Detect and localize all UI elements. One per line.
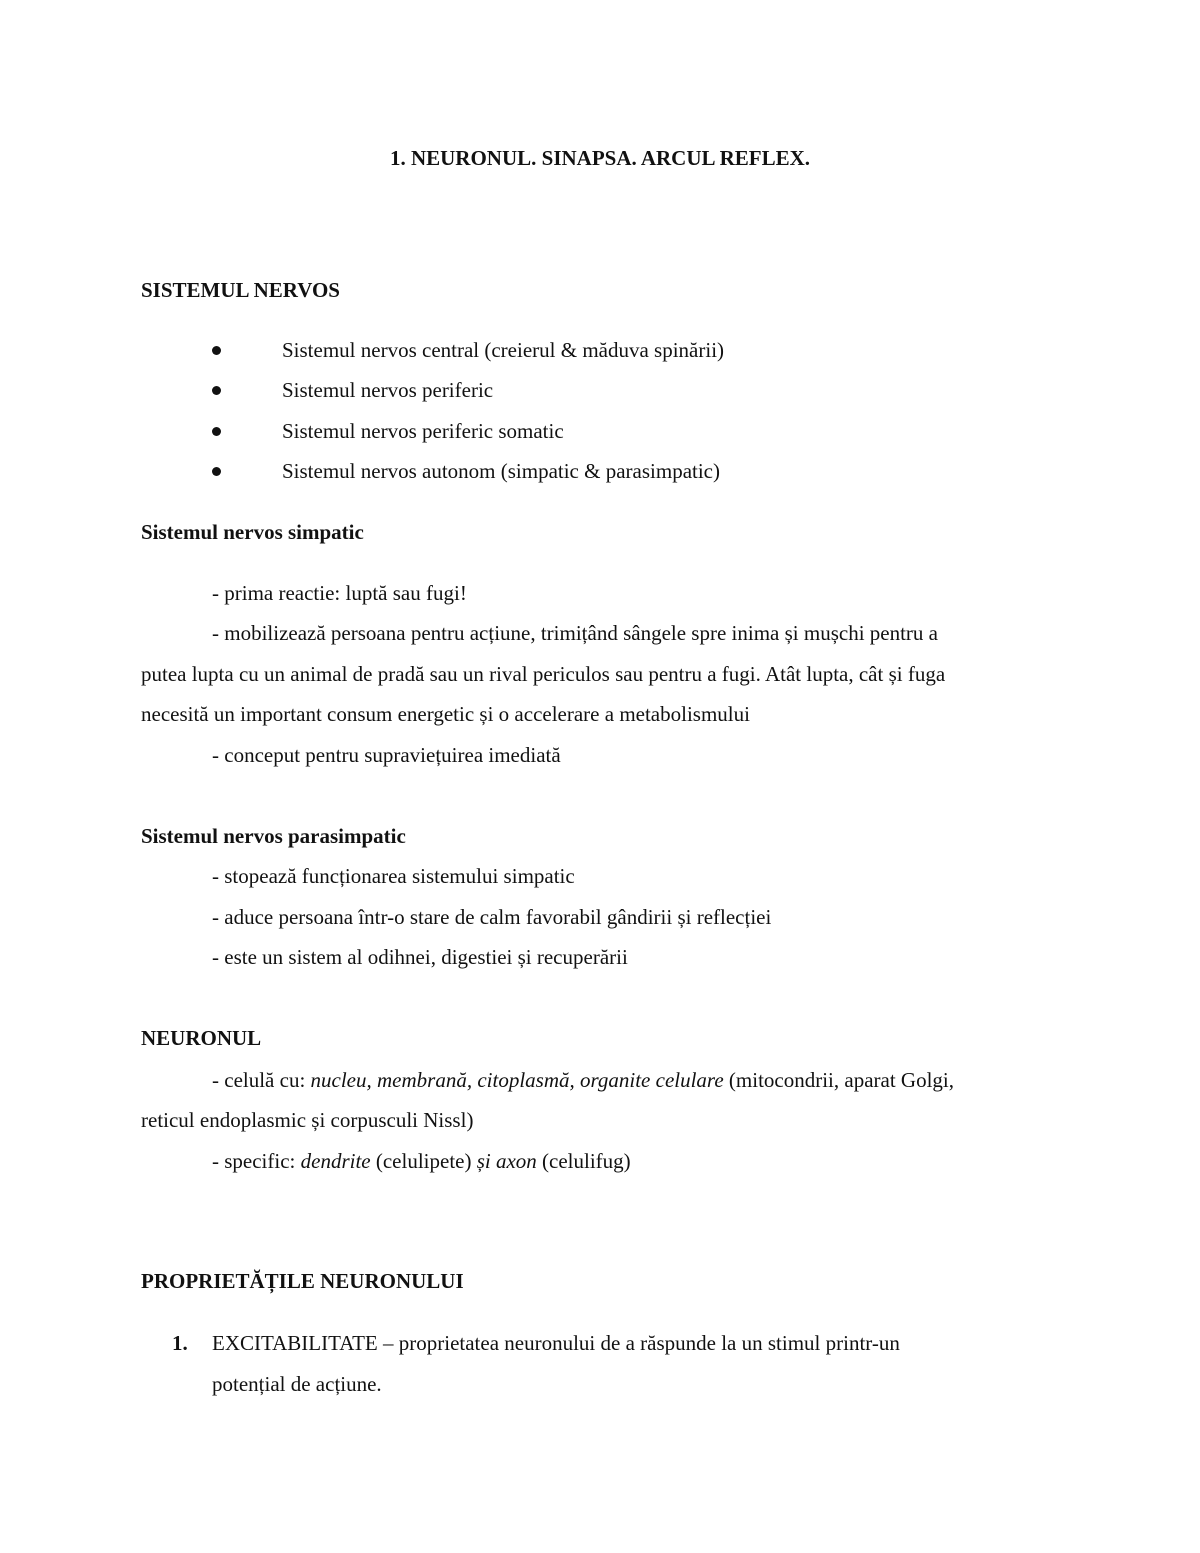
paragraph-line xyxy=(212,1070,954,1091)
paragraph-line: - mobilizează persoana pentru acțiune, trimițând sângele spre inima și mușchi pentru a xyxy=(212,621,938,645)
paragraph-line: - stopează funcționarea sistemului simpatic xyxy=(212,864,575,888)
page-title: 1. NEURONUL. SINAPSA. ARCUL REFLEX. xyxy=(389,146,811,170)
paragraph-line xyxy=(212,1151,631,1172)
list-item: EXCITABILITATE – proprietatea neuronului de a răspunde la un stimul printr-un xyxy=(212,1331,900,1355)
text-span: (mitocondrii, aparat Golgi, xyxy=(723,1068,955,1092)
paragraph-line: reticul endoplasmic și corpusculi Nissl) xyxy=(141,1108,474,1132)
bullet-icon xyxy=(212,427,221,436)
bullet-icon xyxy=(212,346,221,355)
bullet-icon xyxy=(212,467,221,476)
bullet-icon xyxy=(212,386,221,395)
italic-term: dendrite xyxy=(300,1149,371,1173)
section-heading-parasimpatic: Sistemul nervos parasimpatic xyxy=(141,824,406,848)
text-span: (celulipete) xyxy=(370,1149,477,1173)
text-span: - celulă cu: xyxy=(212,1068,311,1092)
list-item-continuation: potențial de acțiune. xyxy=(212,1372,382,1396)
paragraph-line: - conceput pentru supraviețuirea imediată xyxy=(212,743,561,767)
section-heading-simpatic: Sistemul nervos simpatic xyxy=(141,520,364,544)
section-heading-proprietati: PROPRIETĂȚILE NEURONULUI xyxy=(141,1269,464,1293)
italic-term: și axon xyxy=(476,1149,537,1173)
section-heading-neuronul: NEURONUL xyxy=(141,1026,262,1050)
list-number: 1. xyxy=(172,1331,188,1355)
text-span: - specific: xyxy=(212,1149,301,1173)
paragraph-line: - aduce persoana într-o stare de calm favorabil gândirii și reflecției xyxy=(212,905,772,929)
list-item: Sistemul nervos periferic somatic xyxy=(282,419,564,443)
paragraph-line: - este un sistem al odihnei, digestiei și recuperării xyxy=(212,945,628,969)
list-item: Sistemul nervos autonom (simpatic & parasimpatic) xyxy=(282,459,720,483)
list-item: Sistemul nervos central (creierul & măduva spinării) xyxy=(282,338,725,362)
paragraph-line: - prima reactie: luptă sau fugi! xyxy=(212,581,467,605)
paragraph-line: putea lupta cu un animal de pradă sau un rival periculos sau pentru a fugi. Atât lupta, cât și fuga xyxy=(141,662,946,686)
text-span: (celulifug) xyxy=(536,1149,631,1173)
list-item: Sistemul nervos periferic xyxy=(282,378,494,402)
paragraph-line: necesită un important consum energetic și o accelerare a metabolismului xyxy=(141,702,750,726)
section-heading-sistemul-nervos: SISTEMUL NERVOS xyxy=(141,278,340,302)
italic-term: nucleu, membrană, citoplasmă, organite celulare xyxy=(310,1068,724,1092)
